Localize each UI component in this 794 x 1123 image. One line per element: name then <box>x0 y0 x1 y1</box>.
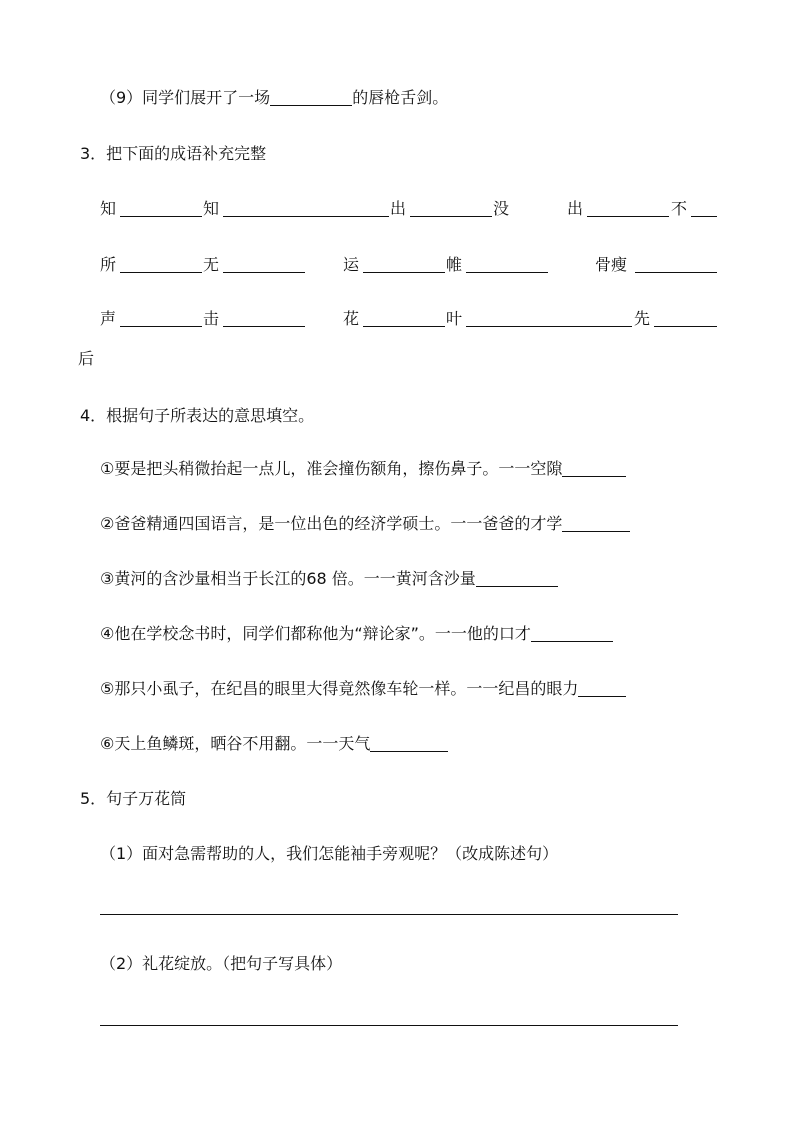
sec4-item-6 <box>100 733 448 755</box>
idiom-blank[interactable] <box>466 256 548 273</box>
idiom-blank[interactable] <box>654 310 717 327</box>
item-text: 他在学校念书时，同学们都称他为“辩论家”。一一他的口才 <box>114 624 531 643</box>
idiom-blank[interactable] <box>120 310 202 327</box>
idiom-char: 先 <box>634 309 651 328</box>
item-text: 天上鱼鳞斑，晒谷不用翻。一一天气 <box>114 734 371 753</box>
question-9-prefix: （9）同学们展开了一场 <box>100 88 271 107</box>
idiom-blank[interactable] <box>363 256 445 273</box>
idiom-char: 帷 <box>446 255 463 274</box>
sec4-item-2 <box>100 513 630 535</box>
item-text: 黄河的含沙量相当于长江的68 倍。一一黄河含沙量 <box>114 569 476 588</box>
idiom-blank[interactable] <box>587 200 669 217</box>
item-text: 爸爸精通四国语言，是一位出色的经济学硕士。一一爸爸的才学 <box>114 514 563 533</box>
answer-blank[interactable] <box>476 570 558 587</box>
idiom-char: 出 <box>390 199 407 218</box>
item-number: ④ <box>100 624 115 643</box>
idiom-char: 击 <box>203 309 220 328</box>
item-number: ② <box>100 514 115 533</box>
answer-blank[interactable] <box>370 735 448 752</box>
section-4-title: 4．根据句子所表达的意思填空。 <box>80 406 315 425</box>
answer-line[interactable] <box>100 1025 678 1026</box>
idiom-blank[interactable] <box>120 256 202 273</box>
sec5-question-2: （2）礼花绽放。（把句子写具体） <box>100 954 343 973</box>
answer-blank[interactable] <box>578 680 626 697</box>
section-5-title: 5．句子万花筒 <box>80 789 187 808</box>
idiom-char: 无 <box>203 255 220 274</box>
idiom-char: 叶 <box>446 309 463 328</box>
idiom-blank[interactable] <box>410 200 492 217</box>
item-number: ③ <box>100 569 115 588</box>
idiom-char: 没 <box>493 199 510 218</box>
idiom-blank[interactable] <box>120 200 202 217</box>
answer-blank[interactable] <box>562 515 630 532</box>
sec4-item-4 <box>100 623 613 645</box>
item-number: ⑥ <box>100 734 115 753</box>
idiom-blank[interactable] <box>691 200 717 217</box>
item-text: 要是把头稍微抬起一点儿，准会撞伤额角，擦伤鼻子。一一空隙 <box>114 459 563 478</box>
idiom-char: 知 <box>100 199 117 218</box>
item-number: ① <box>100 459 115 478</box>
item-text: 那只小虱子，在纪昌的眼里大得竟然像车轮一样。一一纪昌的眼力 <box>114 679 579 698</box>
question-9-suffix: 的唇枪舌剑。 <box>352 88 449 107</box>
idiom-char: 所 <box>100 255 117 274</box>
idiom-blank[interactable] <box>223 256 305 273</box>
idiom-char: 骨瘦 <box>595 255 628 274</box>
idiom-blank[interactable] <box>466 310 632 327</box>
idiom-char: 知 <box>203 199 220 218</box>
idiom-char: 后 <box>78 349 95 368</box>
idiom-char: 出 <box>567 199 584 218</box>
answer-line[interactable] <box>100 914 678 915</box>
sec4-item-3 <box>100 568 558 590</box>
idiom-char: 运 <box>343 255 360 274</box>
answer-blank[interactable] <box>562 460 626 477</box>
section-3-title: 3．把下面的成语补充完整 <box>80 144 267 163</box>
idiom-char: 花 <box>343 309 360 328</box>
idiom-blank[interactable] <box>635 256 717 273</box>
idiom-blank[interactable] <box>363 310 445 327</box>
idiom-blank[interactable] <box>223 200 389 217</box>
answer-blank[interactable] <box>270 89 352 106</box>
question-9 <box>100 87 448 109</box>
sec5-question-1: （1）面对急需帮助的人，我们怎能袖手旁观呢？（改成陈述句） <box>100 844 559 863</box>
answer-blank[interactable] <box>531 625 613 642</box>
sec4-item-1 <box>100 458 626 480</box>
item-number: ⑤ <box>100 679 115 698</box>
sec4-item-5 <box>100 678 626 700</box>
idiom-blank[interactable] <box>223 310 305 327</box>
idiom-char: 不 <box>671 199 688 218</box>
idiom-char: 声 <box>100 309 117 328</box>
